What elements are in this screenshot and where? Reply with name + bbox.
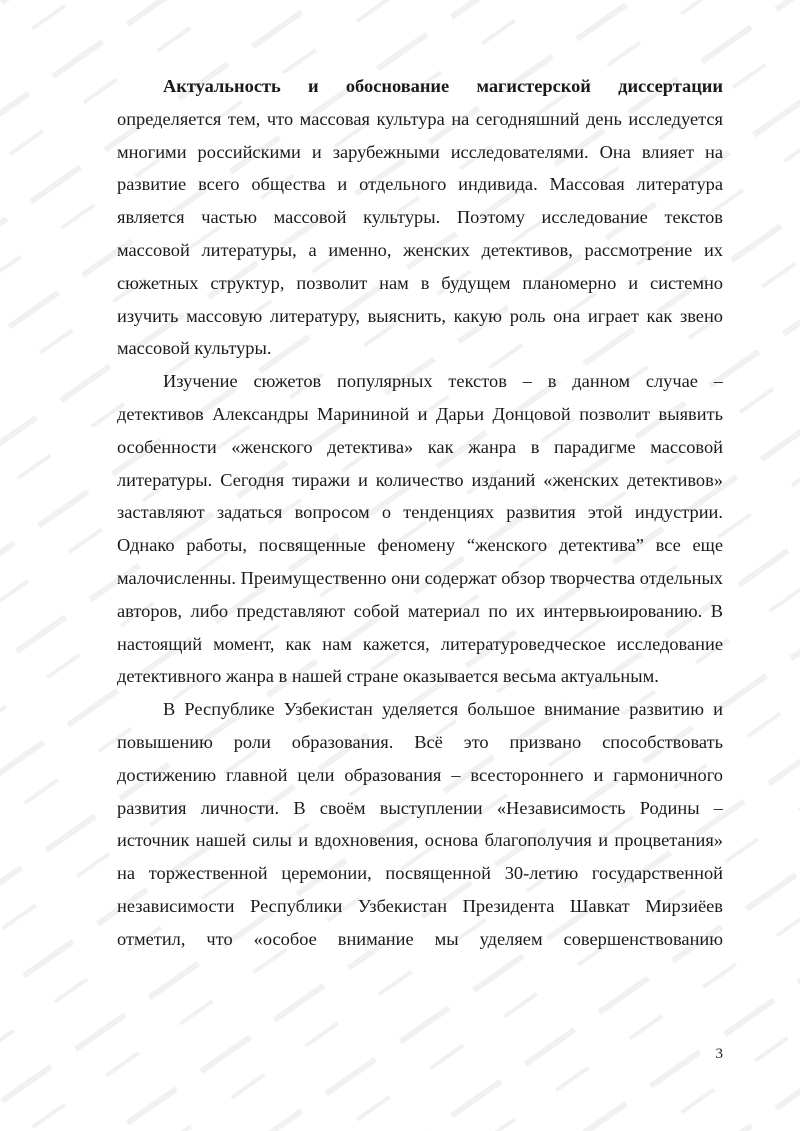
- section-lead-heading: Актуальность и обоснование магистерской диссертации: [163, 76, 723, 96]
- document-body: [117, 70, 723, 956]
- page-number: 3: [715, 1046, 723, 1062]
- paragraph-uzbekistan-education: В Республике Узбекистан уделяется большое внимание развитию и повышению роли образования. Всё это призвано способствовать достижению главной цели образования – всестороннего и гармоничного развития личности. В своём выступлении «Независимость Родины – источник нашей силы и вдохновения, основа благополучия и процветания» на торжественной церемонии, посвященной 30-летию государственной независимости Республики Узбекистан Президента Шавкат Мирзиёев отметил, что «особое внимание мы уделяем совершенствованию: [117, 699, 723, 949]
- paragraph-relevance: [117, 70, 723, 365]
- paragraph-relevance-text: определяется тем, что массовая культура на сегодняшний день исследуется многими российскими и зарубежными исследователями. Она влияет на развитие всего общества и отдельного индивида. Массовая литература является частью массовой культуры. Поэтому исследование текстов массовой литературы, а именно, женских детективов, рассмотрение их сюжетных структур, позволит нам в будущем планомерно и системно изучить массовую литературу, выяснить, какую роль она играет как звено массовой культуры.: [117, 108, 723, 359]
- paragraph-plot-study: Изучение сюжетов популярных текстов – в данном случае – детективов Александры Марининой и Дарьи Донцовой позволит выявить особенности «женского детектива» как жанра в парадигме массовой литературы. Сегодня тиражи и количество изданий «женских детективов» заставляют задаться вопросом о тенденциях развития этой индустрии. Однако работы, посвященные феномену “женского детектива” все еще малочисленны. Преимущественно они содержат обзор творчества отдельных авторов, либо представляют собой материал по их интервьюированию. В настоящий момент, как нам кажется, литературоведческое исследование детективного жанра в нашей стране оказывается весьма актуальным.: [117, 371, 723, 687]
